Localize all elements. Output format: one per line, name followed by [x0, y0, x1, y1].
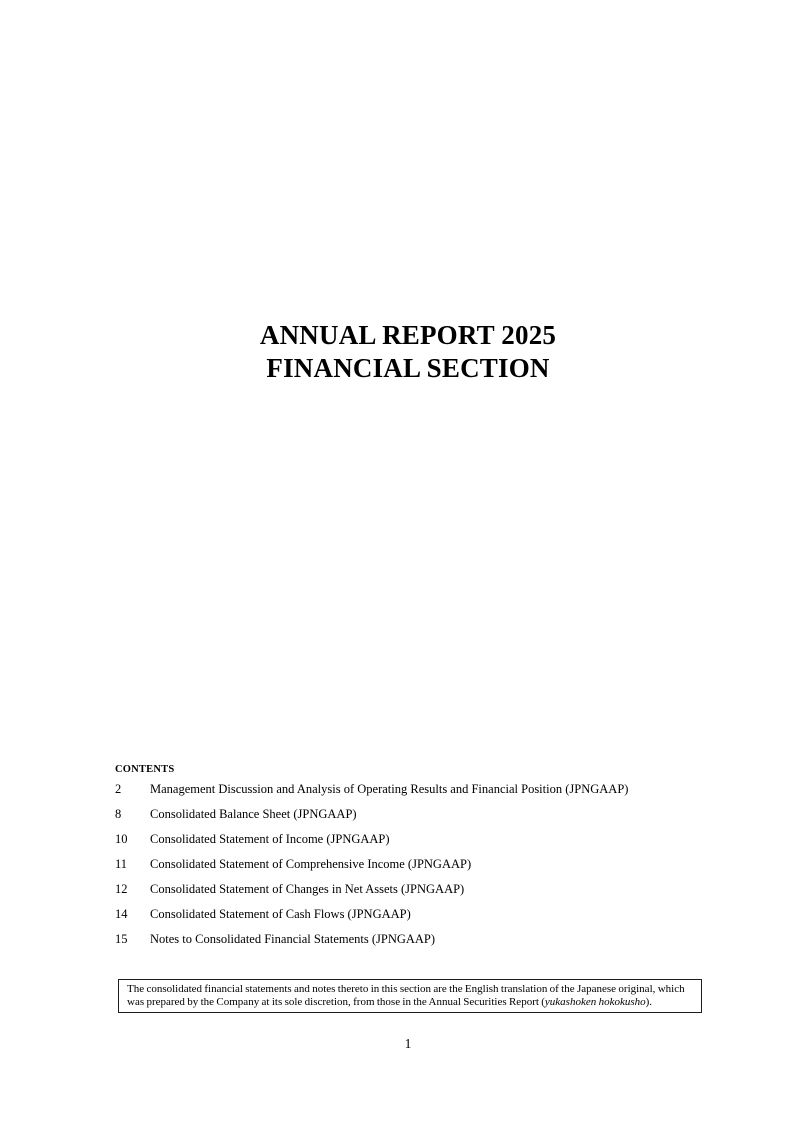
toc-entry — [115, 902, 701, 927]
toc-page-number: 14 — [115, 907, 128, 921]
report-title-line1: ANNUAL REPORT 2025 — [259, 320, 557, 350]
toc-page-number: 2 — [115, 782, 122, 796]
toc-page-number: 11 — [115, 857, 128, 871]
translation-note-line2-italic: yukashoken hokokusho — [544, 995, 646, 1008]
toc-entry — [115, 827, 701, 852]
translation-note-line2-suffix: ). — [645, 995, 653, 1008]
toc-entry-title: Consolidated Statement of Income (JPNGAAP) — [150, 832, 390, 846]
toc-entry-title: Management Discussion and Analysis of Operating Results and Financial Position (JPNGAAP) — [150, 782, 629, 796]
toc-entry — [115, 927, 701, 952]
contents-heading: CONTENTS — [115, 764, 175, 775]
toc-entry-title: Consolidated Balance Sheet (JPNGAAP) — [150, 807, 357, 821]
table-of-contents — [115, 777, 701, 952]
toc-entry — [115, 777, 701, 802]
report-title — [115, 319, 701, 385]
translation-note-box — [118, 979, 702, 1013]
toc-entry — [115, 852, 701, 877]
toc-page-number: 10 — [115, 832, 128, 846]
toc-entry — [115, 802, 701, 827]
translation-note-line2 — [127, 996, 695, 1009]
translation-note-line1: The consolidated financial statements and notes thereto in this section are the English translation of the Japanese original, which — [127, 982, 685, 995]
toc-entry-title: Consolidated Statement of Changes in Net Assets (JPNGAAP) — [150, 882, 465, 896]
report-title-line2: FINANCIAL SECTION — [266, 353, 550, 383]
page-number: 1 — [404, 1036, 412, 1051]
toc-page-number: 12 — [115, 882, 128, 896]
toc-page-number: 15 — [115, 932, 128, 946]
toc-page-number: 8 — [115, 807, 122, 821]
toc-entry-title: Consolidated Statement of Cash Flows (JPNGAAP) — [150, 907, 411, 921]
toc-entry-title: Notes to Consolidated Financial Statements (JPNGAAP) — [150, 932, 436, 946]
translation-note-line2-regular: was prepared by the Company at its sole discretion, from those in the Annual Securities Report ( — [127, 995, 545, 1008]
toc-entry — [115, 877, 701, 902]
toc-entry-title: Consolidated Statement of Comprehensive Income (JPNGAAP) — [150, 857, 472, 871]
